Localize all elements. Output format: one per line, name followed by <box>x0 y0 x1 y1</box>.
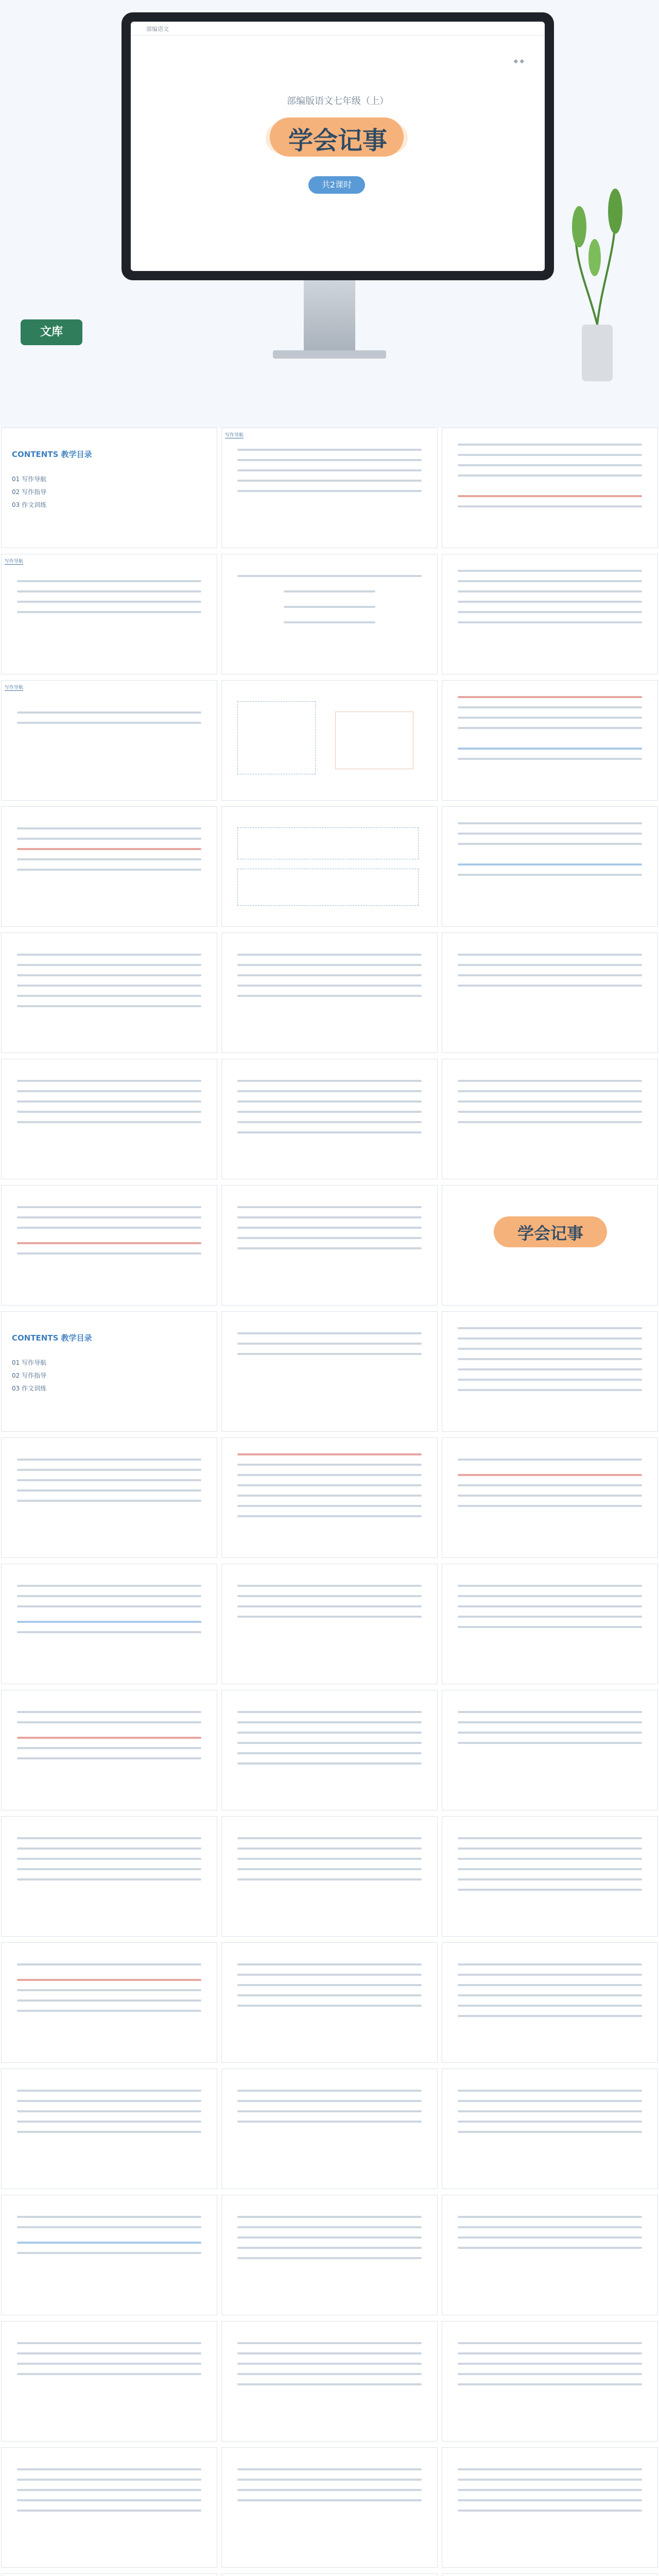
thumb-25 <box>1 1437 217 1558</box>
thumb-44 <box>221 2195 438 2315</box>
thumb-36 <box>442 1816 658 1937</box>
thumb-5 <box>221 554 438 674</box>
thumb-40 <box>1 2069 217 2189</box>
thumb-45 <box>442 2195 658 2315</box>
thumb-17 <box>221 1059 438 1179</box>
thumb-10 <box>1 806 217 927</box>
thumb-33 <box>442 1690 658 1810</box>
thumb-48 <box>442 2321 658 2442</box>
thumb-53 <box>221 2573 438 2576</box>
contents-item-1: 01 写作导航 <box>12 1359 47 1366</box>
thumb-38 <box>221 1942 438 2063</box>
monitor-frame <box>122 12 554 280</box>
lesson-badge: 共2课时 <box>308 176 365 194</box>
thumb-26 <box>221 1437 438 1558</box>
thumb-49 <box>1 2447 217 2568</box>
thumb-29 <box>221 1564 438 1684</box>
thumb-27 <box>442 1437 658 1558</box>
cover-subtitle: 部编版语文七年级（上） <box>287 96 389 107</box>
thumb-9 <box>442 680 658 801</box>
cover-slide <box>0 0 659 428</box>
thumb-3 <box>442 428 658 548</box>
side-hint: ◆ ◆ <box>513 58 524 64</box>
slide-tag: 写作导航 <box>5 684 23 691</box>
mini-title: 学会记事 <box>517 1224 583 1243</box>
thumb-42 <box>442 2069 658 2189</box>
thumb-50 <box>221 2447 438 2568</box>
thumb-24 <box>442 1311 658 1432</box>
thumb-39 <box>442 1942 658 2063</box>
thumb-13 <box>1 933 217 1053</box>
thumb-contents-2 <box>1 1311 217 1432</box>
monitor-stand <box>304 280 355 352</box>
thumb-52 <box>1 2573 217 2576</box>
contents-heading: CONTENTS 教学目录 <box>12 1333 92 1343</box>
thumb-14 <box>221 933 438 1053</box>
thumb-34 <box>1 1816 217 1937</box>
thumb-28 <box>1 1564 217 1684</box>
thumb-31 <box>1 1690 217 1810</box>
thumb-4 <box>1 554 217 674</box>
thumb-43 <box>1 2195 217 2315</box>
thumb-21-cover <box>442 1185 658 1306</box>
thumb-18 <box>442 1059 658 1179</box>
thumb-37 <box>1 1942 217 2063</box>
thumb-8 <box>221 680 438 801</box>
slide-topbar <box>131 22 545 36</box>
thumb-19 <box>1 1185 217 1306</box>
contents-item-2: 02 写作指导 <box>12 488 47 496</box>
thumb-16 <box>1 1059 217 1179</box>
slide-tag: 写作导航 <box>5 557 23 565</box>
thumb-35 <box>221 1816 438 1937</box>
thumb-30 <box>442 1564 658 1684</box>
thumb-20 <box>221 1185 438 1306</box>
thumb-23 <box>221 1311 438 1432</box>
thumb-51 <box>442 2447 658 2568</box>
thumb-6 <box>442 554 658 674</box>
thumb-46 <box>1 2321 217 2442</box>
contents-heading: CONTENTS 教学目录 <box>12 450 92 459</box>
thumb-contents-1 <box>1 428 217 548</box>
thumb-41 <box>221 2069 438 2189</box>
contents-item-2: 02 写作指导 <box>12 1372 47 1379</box>
thumb-2 <box>221 428 438 548</box>
contents-item-3: 03 作文训练 <box>12 501 47 509</box>
thumb-11 <box>221 806 438 927</box>
contents-item-1: 01 写作导航 <box>12 476 47 483</box>
cover-screen <box>131 22 545 271</box>
contents-item-3: 03 作文训练 <box>12 1385 47 1392</box>
slide-tag: 写作导航 <box>225 431 244 438</box>
thumb-12 <box>442 806 658 927</box>
monitor-base <box>273 350 386 359</box>
thumb-54 <box>442 2573 658 2576</box>
thumb-47 <box>221 2321 438 2442</box>
thumb-7 <box>1 680 217 801</box>
logo-badge: 文库 <box>21 319 82 345</box>
brand-text: 部编语文 <box>146 26 169 32</box>
thumb-32 <box>221 1690 438 1810</box>
plant-illustration <box>566 155 628 392</box>
thumb-15 <box>442 933 658 1053</box>
cover-title: 学会记事 <box>288 126 387 155</box>
